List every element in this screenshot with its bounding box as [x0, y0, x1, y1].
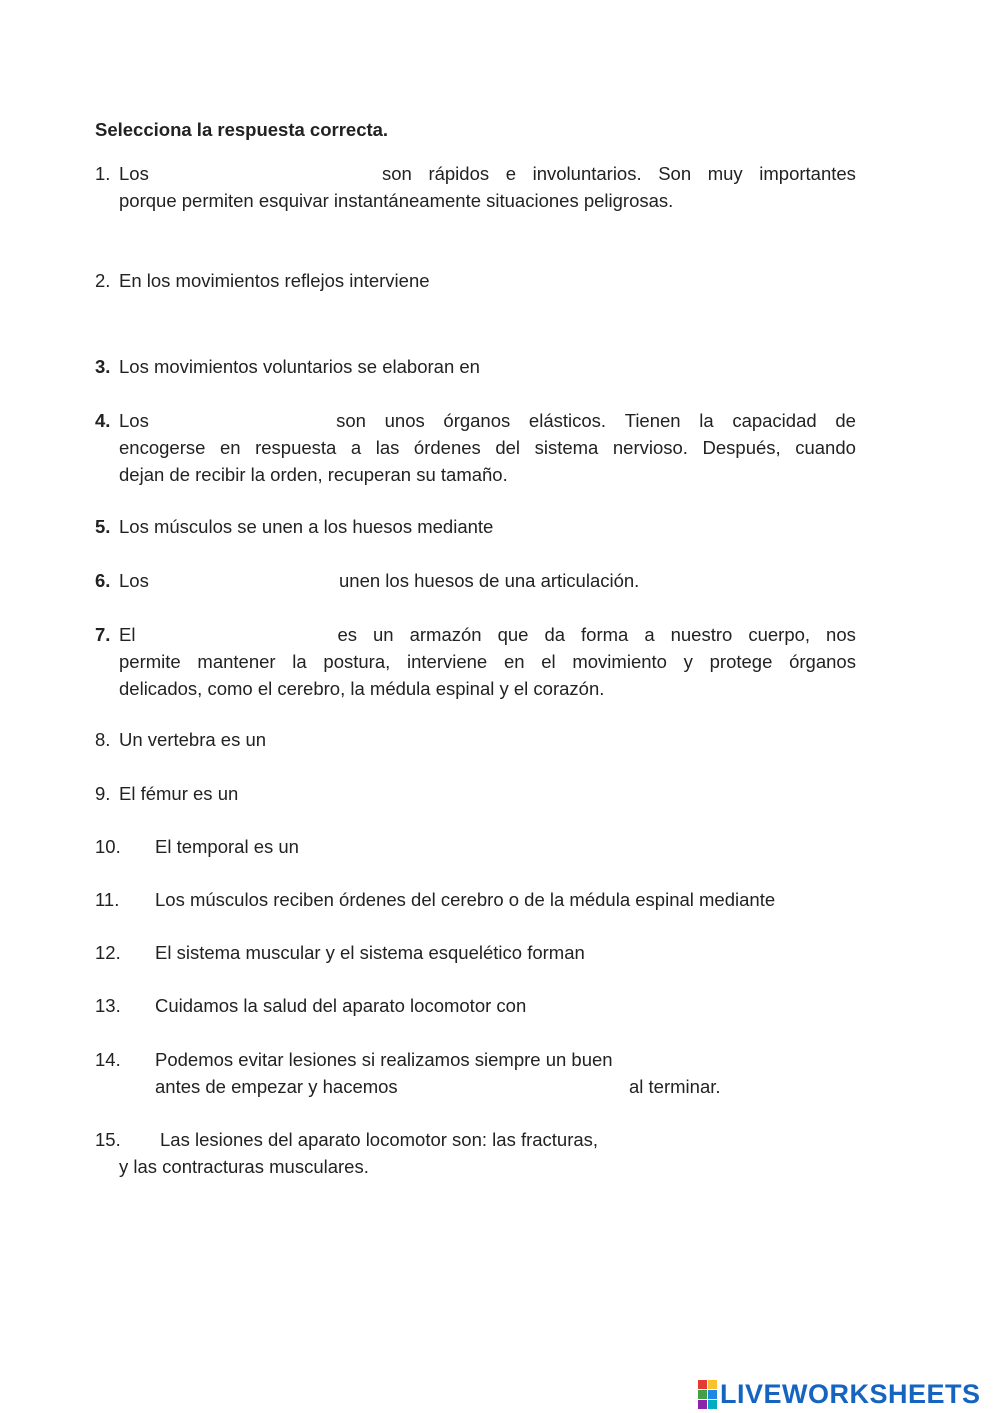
q7-text: [119, 621, 856, 702]
q1-word: importantes: [759, 163, 856, 184]
q8-number: 8.: [95, 729, 111, 750]
q4-word: Los: [119, 410, 149, 431]
q5-number: 5.: [95, 516, 111, 537]
q15-number: 15.: [95, 1129, 121, 1150]
q7-word: permite: [119, 651, 181, 672]
q7-word: postura,: [323, 651, 391, 672]
q4-line2: [119, 434, 856, 461]
q7-number: 7.: [95, 624, 111, 645]
q4-word: a: [350, 437, 362, 458]
q7-word: que: [497, 624, 529, 645]
q4-line3: dejan de recibir la orden, recuperan su tamaño.: [119, 464, 508, 485]
q7-word: la: [292, 651, 307, 672]
q7-line2: [119, 648, 856, 675]
logo-square: [708, 1380, 717, 1389]
q9-number: 9.: [95, 783, 111, 804]
q1-word: son: [382, 163, 412, 184]
q1-word: rápidos: [428, 163, 490, 184]
q13-text: Cuidamos la salud del aparato locomotor con: [155, 995, 527, 1016]
q10-text: El temporal es un: [155, 836, 299, 857]
logo-text: LIVEWORKSHEETS: [720, 1378, 981, 1409]
q4-word: capacidad: [732, 410, 817, 431]
q3-text: Los movimientos voluntarios se elaboran en: [119, 356, 480, 377]
q4-word: son: [336, 410, 366, 431]
q13-number: 13.: [95, 995, 121, 1016]
q7-word: protege: [709, 651, 773, 672]
q7-word: el: [541, 651, 556, 672]
q7-word: cuerpo,: [748, 624, 811, 645]
q4-word: Después,: [702, 437, 781, 458]
q1-word: Son: [658, 163, 692, 184]
q12-number: 12.: [95, 942, 121, 963]
q1-word: e: [505, 163, 517, 184]
q4-word: nervioso.: [612, 437, 688, 458]
logo-square: [698, 1380, 707, 1389]
q2-text: En los movimientos reflejos interviene: [119, 270, 430, 291]
q11-number: 11.: [95, 889, 120, 910]
q1-line2: porque permiten esquivar instantáneamente situaciones peligrosas.: [119, 190, 674, 211]
q1-text: [119, 160, 856, 214]
q4-word: sistema: [534, 437, 599, 458]
q7-word: nos: [826, 624, 856, 645]
q7-word: El: [119, 624, 136, 645]
liveworksheets-logo: [698, 1379, 981, 1409]
q4-number: 4.: [95, 410, 111, 431]
q14-line2-end: al terminar.: [629, 1076, 721, 1097]
q6-word: Los: [119, 570, 149, 591]
q4-word: de: [835, 410, 856, 431]
q7-word: a: [644, 624, 655, 645]
q7-line3: delicados, como el cerebro, la médula espinal y el corazón.: [119, 678, 605, 699]
q15-line1: Las lesiones del aparato locomotor son: las fracturas,: [160, 1129, 599, 1150]
logo-square: [708, 1390, 717, 1399]
q15-line2: y las contracturas musculares.: [119, 1156, 369, 1177]
q7-word: interviene: [407, 651, 488, 672]
logo-icon: [698, 1380, 717, 1409]
q4-blank[interactable]: [167, 407, 317, 434]
q10-number: 10.: [95, 836, 121, 857]
q5-text: Los músculos se unen a los huesos mediante: [119, 516, 494, 537]
q9-text: El fémur es un: [119, 783, 239, 804]
logo-square: [708, 1400, 717, 1409]
q7-word: movimiento: [572, 651, 667, 672]
q6-number: 6.: [95, 570, 111, 591]
q1-word: muy: [707, 163, 743, 184]
q4-text: [119, 407, 856, 488]
logo-square: [698, 1400, 707, 1409]
q7-blank[interactable]: [151, 621, 321, 648]
logo-square: [698, 1390, 707, 1399]
q4-word: cuando: [795, 437, 856, 458]
q7-line1: [119, 621, 856, 648]
q4-word: las: [375, 437, 400, 458]
q7-word: en: [503, 651, 525, 672]
q4-word: órdenes: [413, 437, 481, 458]
q11-text: Los músculos reciben órdenes del cerebro o de la médula espinal mediante: [155, 889, 776, 910]
q6-text: unen los huesos de una articulación.: [339, 570, 640, 591]
q4-word: órganos: [443, 410, 511, 431]
q7-word: forma: [581, 624, 629, 645]
q7-word: y: [683, 651, 693, 672]
q7-word: órganos: [789, 651, 856, 672]
q4-word: unos: [384, 410, 425, 431]
q4-word: encogerse: [119, 437, 206, 458]
q4-word: elásticos.: [528, 410, 607, 431]
q12-text: El sistema muscular y el sistema esquelético forman: [155, 942, 585, 963]
q14-line2: antes de empezar y hacemos: [155, 1076, 398, 1097]
page-title: Selecciona la respuesta correcta.: [95, 119, 389, 140]
q4-word: la: [699, 410, 714, 431]
q8-text: Un vertebra es un: [119, 729, 267, 750]
q1-blank[interactable]: [165, 160, 365, 187]
q14-line1: Podemos evitar lesiones si realizamos siempre un buen: [155, 1049, 613, 1070]
q7-word: da: [544, 624, 566, 645]
q2-number: 2.: [95, 270, 111, 291]
q1-number: 1.: [95, 163, 111, 184]
q4-word: respuesta: [255, 437, 337, 458]
q7-word: armazón: [409, 624, 482, 645]
q4-word: Tienen: [624, 410, 681, 431]
q14-number: 14.: [95, 1049, 121, 1070]
q4-word: en: [219, 437, 241, 458]
q1-word: involuntarios.: [532, 163, 642, 184]
q7-word: es: [337, 624, 357, 645]
q7-word: nuestro: [670, 624, 733, 645]
q1-word: Los: [119, 163, 149, 184]
q7-word: mantener: [197, 651, 276, 672]
q4-word: del: [495, 437, 521, 458]
q7-word: un: [373, 624, 394, 645]
q3-number: 3.: [95, 356, 111, 377]
